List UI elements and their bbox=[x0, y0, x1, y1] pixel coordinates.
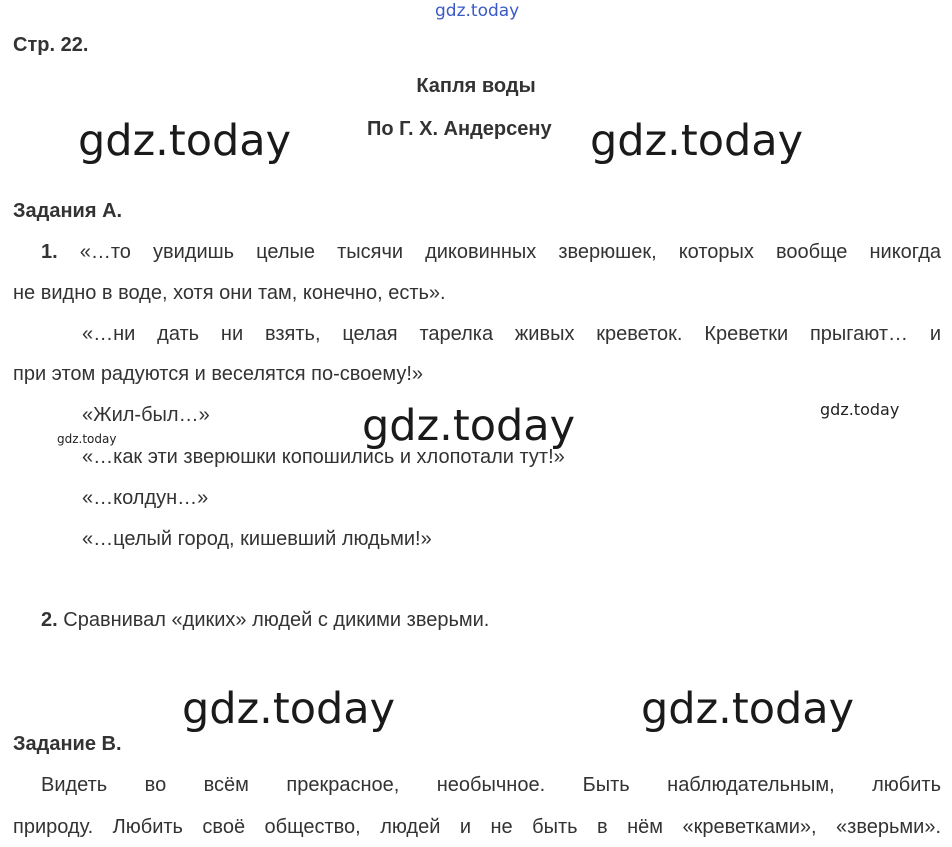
story-title: Капля воды bbox=[416, 75, 536, 97]
task-a1-line1 bbox=[41, 240, 941, 264]
quote-6: «…целый город, кишевший людьми!» bbox=[82, 528, 432, 550]
watermark: gdz.today bbox=[590, 116, 804, 166]
watermark: gdz.today bbox=[78, 116, 292, 166]
quote-2-line-1: «…ни дать ни взять, целая тарелка живых креветок. Креветки прыгают… и bbox=[82, 323, 941, 345]
quote-1-line-2: не видно в воде, хотя они там, конечно, есть». bbox=[13, 282, 446, 304]
watermark-tiny: gdz.today bbox=[57, 432, 117, 446]
watermark: gdz.today bbox=[182, 684, 396, 734]
quote-1-line-1: «…то увидишь целые тысячи диковинных зверюшек, которых вообще никогда bbox=[79, 241, 941, 263]
quote-4: «…как эти зверюшки копошились и хлопотали тут!» bbox=[82, 446, 565, 468]
task-a1-number: 1. bbox=[41, 241, 58, 263]
quote-3: «Жил-был…» bbox=[82, 404, 210, 426]
quote-5: «…колдун…» bbox=[82, 487, 209, 509]
story-author: По Г. Х. Андерсену bbox=[367, 118, 552, 140]
task-b-line-2: природу. Любить своё общество, людей и не быть в нём «креветками», «зверьми». bbox=[13, 816, 941, 838]
quote-2-line-2: при этом радуются и веселятся по-своему!» bbox=[13, 363, 424, 385]
watermark-small: gdz.today bbox=[820, 400, 900, 419]
task-b-heading: Задание В. bbox=[13, 733, 122, 755]
task-b-line-1: Видеть во всём прекрасное, необычное. Быть наблюдательным, любить bbox=[41, 774, 941, 796]
tasks-a-heading: Задания А. bbox=[13, 200, 123, 222]
task-a2-number: 2. bbox=[41, 609, 58, 631]
task-a2-text: Сравнивал «диких» людей с дикими зверьми. bbox=[63, 609, 490, 631]
task-a2 bbox=[41, 608, 489, 632]
watermark-top: gdz.today bbox=[435, 1, 520, 21]
watermark: gdz.today bbox=[641, 684, 855, 734]
page-reference: Стр. 22. bbox=[13, 34, 89, 56]
watermark: gdz.today bbox=[362, 401, 576, 451]
